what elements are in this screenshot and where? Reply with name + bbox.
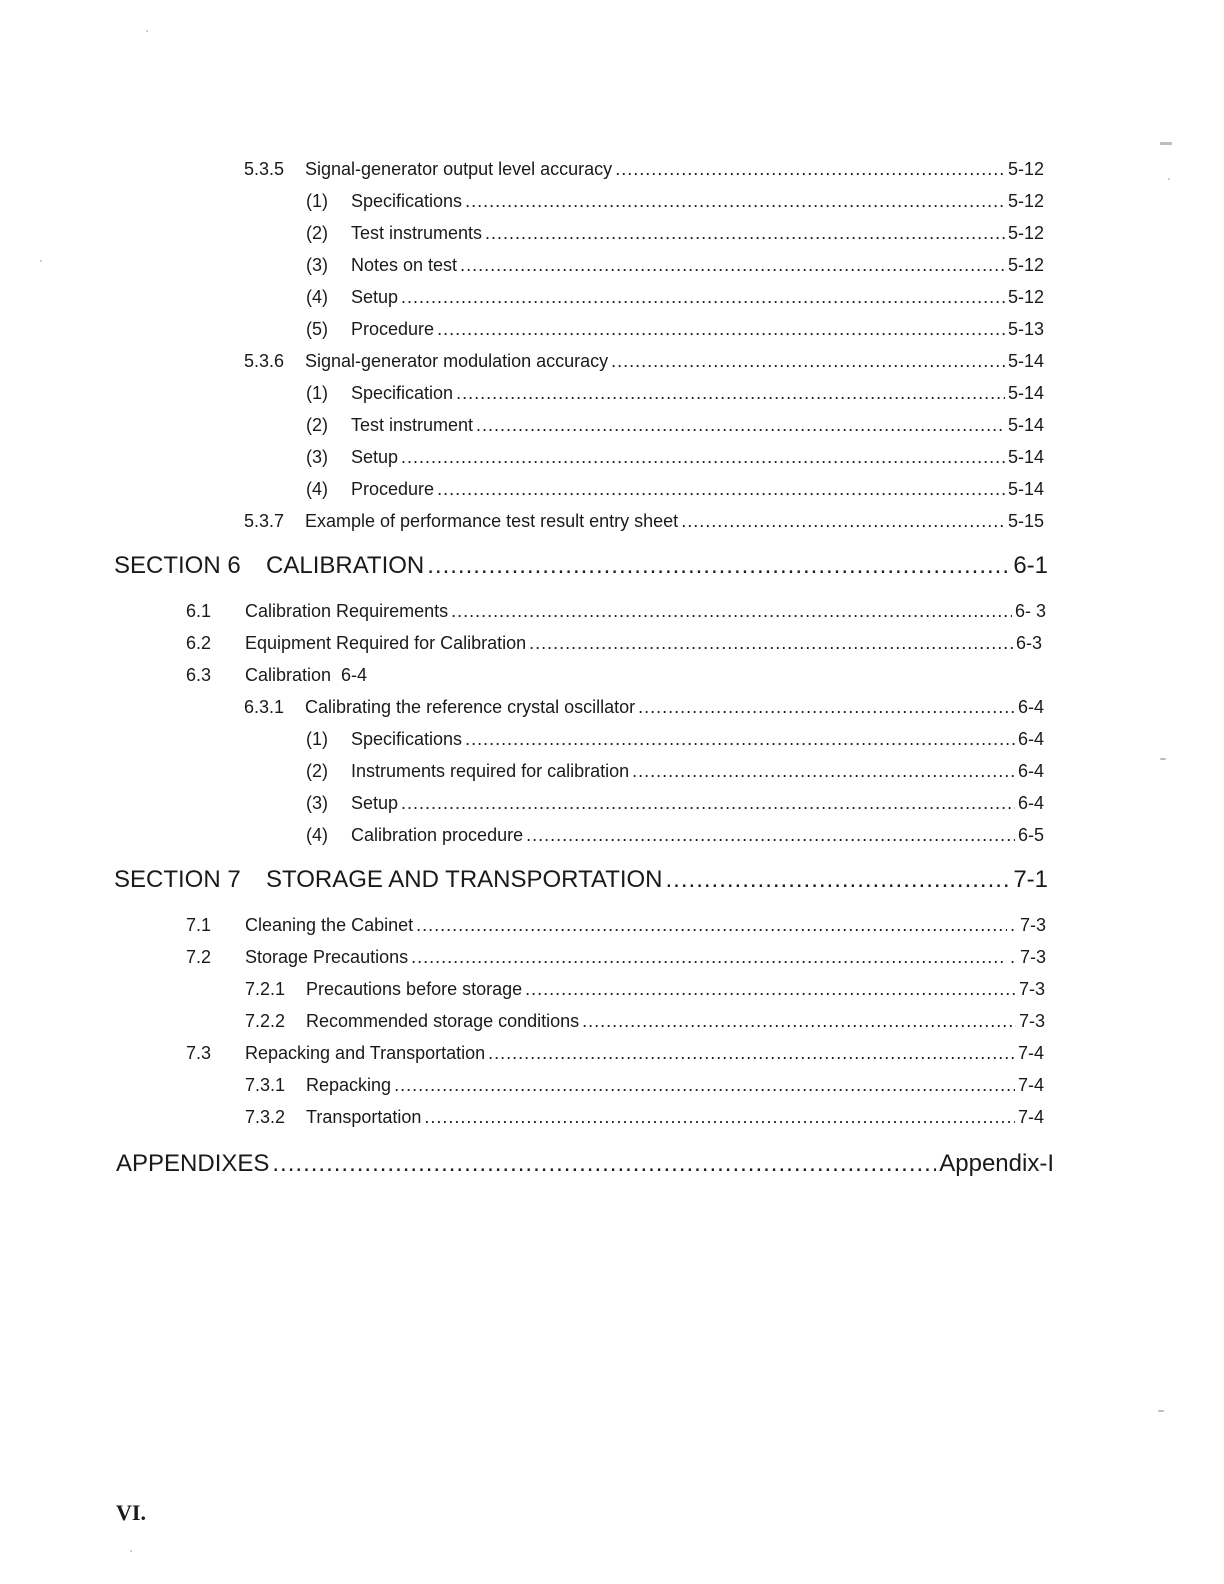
entry-number: 7.3.2 — [245, 1107, 286, 1127]
dot-leader — [666, 866, 1011, 894]
entry-number: 6.1 — [186, 601, 212, 621]
toc-entry — [306, 446, 1044, 468]
toc-entry — [245, 978, 1045, 1000]
dot-leader — [611, 350, 1005, 372]
section-page: 6-1 — [1013, 552, 1048, 579]
entry-number: 7.1 — [186, 915, 212, 935]
entry-title: Equipment Required for Calibration — [245, 633, 527, 653]
entry-title: Calibrating the reference crystal oscillator — [305, 697, 636, 717]
dot-leader — [424, 1106, 1015, 1128]
dot-leader — [456, 382, 1005, 404]
entry-title: Precautions before storage — [306, 979, 523, 999]
section-number: SECTION 6 — [114, 552, 241, 579]
entry-number: (2) — [306, 761, 328, 781]
entry-title: Signal-generator modulation accuracy — [305, 351, 609, 371]
entry-title: Instruments required for calibration — [351, 761, 630, 781]
entry-page: 7-4 — [1017, 1107, 1044, 1127]
entry-title: Test instrument — [351, 415, 474, 435]
entry-number: (1) — [306, 729, 328, 749]
entry-title: Calibration 6-4 — [245, 665, 368, 685]
toc-entry — [306, 414, 1044, 436]
entry-number: 7.3 — [186, 1043, 212, 1063]
toc-entry — [244, 510, 1044, 532]
entry-title: Signal-generator output level accuracy — [305, 159, 613, 179]
dot-leader — [437, 318, 1005, 340]
scan-speck — [146, 30, 148, 32]
entry-number: (5) — [306, 319, 328, 339]
entry-page: 5-13 — [1007, 319, 1044, 339]
scan-speck — [40, 260, 42, 262]
toc-entry — [306, 760, 1044, 782]
dot-leader — [488, 1042, 1015, 1064]
dot-leader — [411, 946, 1007, 968]
entry-title: Setup — [351, 447, 399, 467]
dot-leader — [525, 978, 1016, 1000]
toc-entry — [306, 254, 1044, 276]
entry-page: 5-14 — [1007, 479, 1044, 499]
dot-leader — [465, 728, 1015, 750]
dot-leader — [632, 760, 1015, 782]
entry-number: 6.3 — [186, 665, 212, 685]
entry-page: 7-4 — [1017, 1075, 1044, 1095]
toc-entry — [186, 1042, 1044, 1064]
entry-title: Recommended storage conditions — [306, 1011, 580, 1031]
entry-number: (3) — [306, 447, 328, 467]
entry-title: Specifications — [351, 191, 463, 211]
toc-entry — [186, 664, 586, 686]
toc-entry — [186, 946, 1046, 968]
toc-entry — [244, 350, 1044, 372]
section-title: STORAGE AND TRANSPORTATION — [266, 866, 663, 893]
toc-entry — [306, 382, 1044, 404]
entry-number: 7.3.1 — [245, 1075, 286, 1095]
entry-page: 5-12 — [1007, 159, 1044, 179]
entry-page: 6-4 — [1017, 793, 1044, 813]
toc-entry — [245, 1010, 1045, 1032]
dot-leader — [437, 478, 1005, 500]
entry-number: 6.3.1 — [244, 697, 285, 717]
scan-speck — [1158, 1410, 1164, 1412]
dot-leader — [526, 824, 1015, 846]
toc-entry — [244, 158, 1044, 180]
entry-title: Repacking and Transportation — [245, 1043, 486, 1063]
dot-leader — [401, 286, 1005, 308]
dot-leader — [451, 600, 1012, 622]
entry-page: 5-14 — [1007, 383, 1044, 403]
entry-page: . 7-3 — [1009, 915, 1046, 935]
dot-leader — [465, 190, 1005, 212]
section-number: SECTION 7 — [114, 866, 241, 893]
toc-section-heading — [116, 1150, 1054, 1178]
entry-number: 5.3.6 — [244, 351, 285, 371]
page-number-label: VI. — [116, 1500, 146, 1525]
dot-leader — [681, 510, 1005, 532]
entry-title: Test instruments — [351, 223, 483, 243]
entry-title: Repacking — [306, 1075, 392, 1095]
entry-title: Setup — [351, 793, 399, 813]
entry-page: 6-5 — [1017, 825, 1044, 845]
entry-number: (1) — [306, 191, 328, 211]
entry-page: 5-12 — [1007, 255, 1044, 275]
section-page: 7-1 — [1013, 866, 1048, 893]
entry-number: (4) — [306, 287, 328, 307]
toc-entry — [245, 1074, 1044, 1096]
scan-speck — [1160, 758, 1166, 760]
entry-page: 6-4 — [1017, 697, 1044, 717]
toc-entry — [186, 600, 1046, 622]
toc-entry — [306, 190, 1044, 212]
entry-page: 5-15 — [1007, 511, 1044, 531]
entry-number: (3) — [306, 793, 328, 813]
section-title: CALIBRATION — [266, 552, 425, 579]
dot-leader — [401, 446, 1005, 468]
entry-title: Example of performance test result entry sheet — [305, 511, 679, 531]
entry-number: 7.2 — [186, 947, 212, 967]
entry-page: 5-12 — [1007, 223, 1044, 243]
entry-page: 6-3 — [1015, 633, 1042, 653]
dot-leader — [272, 1150, 936, 1178]
entry-number: (3) — [306, 255, 328, 275]
entry-number: (4) — [306, 479, 328, 499]
dot-leader — [615, 158, 1005, 180]
entry-page: 6-4 — [1017, 729, 1044, 749]
dot-leader — [582, 1010, 1016, 1032]
scan-speck — [1160, 142, 1172, 145]
toc-entry — [306, 318, 1044, 340]
dot-leader — [401, 792, 1015, 814]
section-page: Appendix-I — [939, 1150, 1054, 1177]
entry-title: Specifications — [351, 729, 463, 749]
section-title: APPENDIXES — [116, 1150, 270, 1177]
dot-leader — [638, 696, 1015, 718]
toc-entry — [306, 478, 1044, 500]
entry-title: Procedure — [351, 319, 435, 339]
entry-page: 7-4 — [1017, 1043, 1044, 1063]
entry-title: Procedure — [351, 479, 435, 499]
entry-title: Calibration Requirements — [245, 601, 449, 621]
entry-number: 7.2.1 — [245, 979, 286, 999]
toc-entry — [306, 728, 1044, 750]
entry-page: 5-12 — [1007, 287, 1044, 307]
entry-title: Calibration procedure — [351, 825, 524, 845]
dot-leader — [394, 1074, 1015, 1096]
entry-number: (2) — [306, 223, 328, 243]
dot-leader — [485, 222, 1005, 244]
entry-title: Notes on test — [351, 255, 458, 275]
entry-page: 5-12 — [1007, 191, 1044, 211]
toc-entry — [245, 1106, 1044, 1128]
dot-leader — [476, 414, 1005, 436]
entry-number: (1) — [306, 383, 328, 403]
entry-number: 5.3.5 — [244, 159, 285, 179]
toc-entry — [244, 696, 1044, 718]
entry-page: 6-4 — [1017, 761, 1044, 781]
entry-number: 7.2.2 — [245, 1011, 286, 1031]
entry-page: 5-14 — [1007, 447, 1044, 467]
toc-section-heading — [114, 866, 1048, 894]
dot-leader — [427, 552, 1010, 580]
entry-page: 7-3 — [1018, 1011, 1045, 1031]
scan-speck — [1168, 178, 1170, 180]
entry-page: 5-14 — [1007, 351, 1044, 371]
dot-leader — [416, 914, 1007, 936]
entry-page: 6- 3 — [1014, 601, 1046, 621]
entry-page: . 7-3 — [1009, 947, 1046, 967]
toc-section-heading — [114, 552, 1048, 580]
entry-number: 5.3.7 — [244, 511, 285, 531]
dot-leader — [460, 254, 1005, 276]
entry-title: Storage Precautions — [245, 947, 409, 967]
toc-entry — [306, 286, 1044, 308]
toc-entry — [186, 914, 1046, 936]
entry-title: Transportation — [306, 1107, 422, 1127]
entry-title: Setup — [351, 287, 399, 307]
entry-title: Cleaning the Cabinet — [245, 915, 414, 935]
toc-entry — [306, 792, 1044, 814]
dot-leader — [529, 632, 1013, 654]
entry-number: 6.2 — [186, 633, 212, 653]
entry-title: Specification — [351, 383, 454, 403]
toc-entry — [186, 632, 1042, 654]
toc-entry — [306, 222, 1044, 244]
entry-page: 5-14 — [1007, 415, 1044, 435]
entry-page: 7-3 — [1018, 979, 1045, 999]
toc-entry — [306, 824, 1044, 846]
scan-speck — [130, 1550, 132, 1552]
entry-number: (4) — [306, 825, 328, 845]
entry-number: (2) — [306, 415, 328, 435]
